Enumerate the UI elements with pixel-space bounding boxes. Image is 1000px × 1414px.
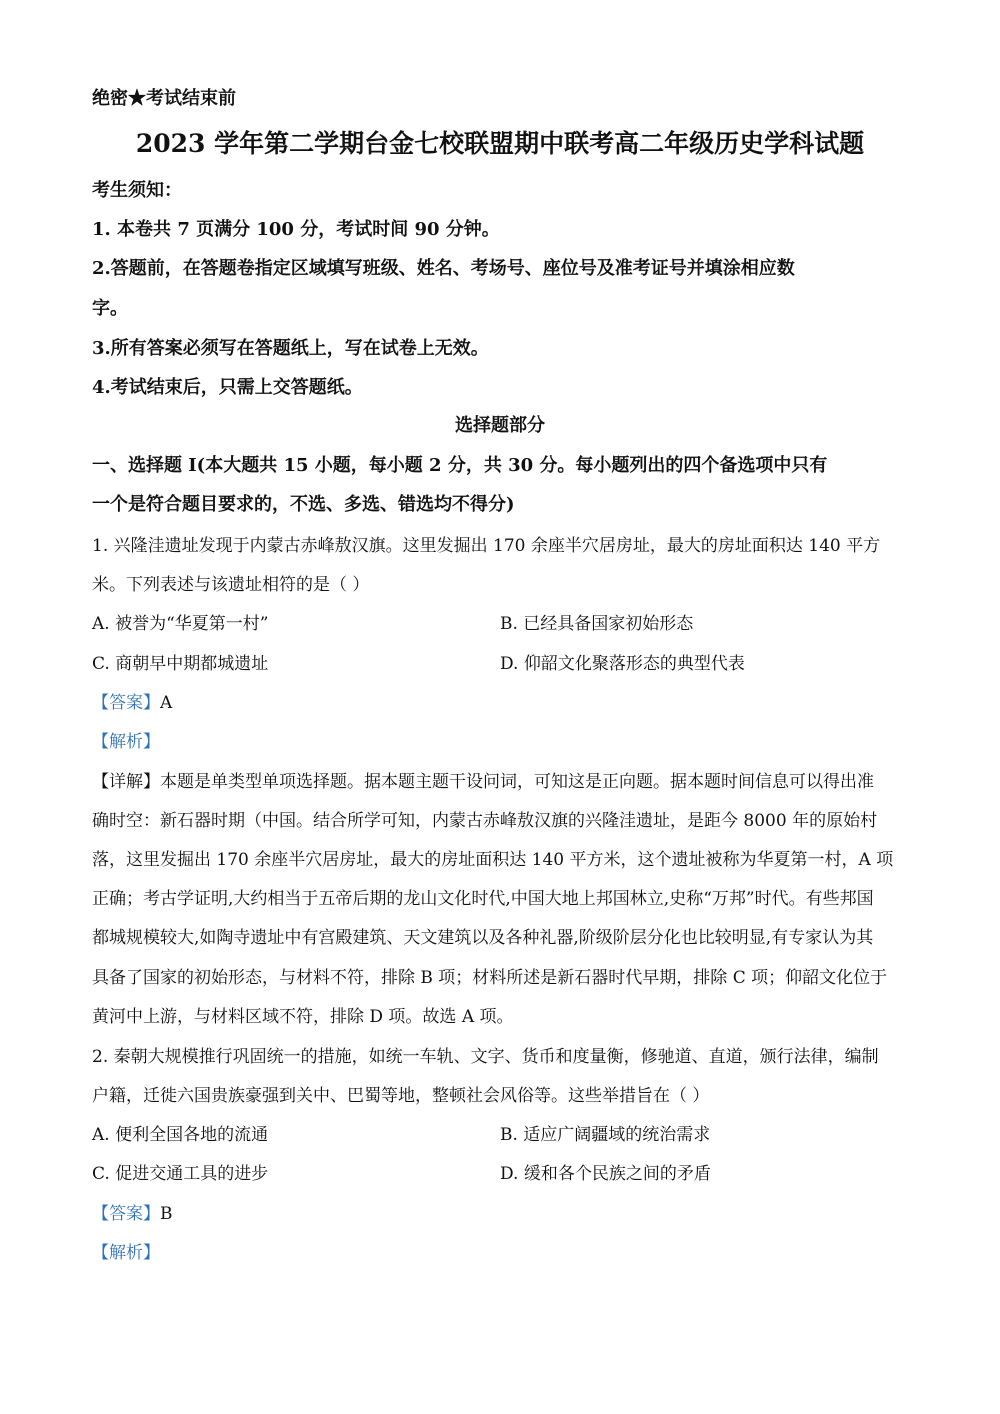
- answer-value: B: [160, 1204, 173, 1224]
- answer-tag: 【答案】: [92, 693, 160, 713]
- notice-item-2: 2.答题前，在答题卷指定区域填写班级、姓名、考场号、座位号及准考证号并填涂相应数: [92, 258, 795, 279]
- q2-option-b: B. 适应广阔疆域的统治需求: [500, 1125, 711, 1145]
- secret-label: 绝密★考试结束前: [92, 88, 236, 109]
- section-desc: 一、选择题 Ⅰ(本大题共 15 小题，每小题 2 分，共 30 分。每小题列出的四个备选项中只有: [92, 455, 828, 476]
- notice-item-2-cont: 字。: [92, 298, 128, 319]
- q1-detail-6: 具备了国家的初始形态，与材料不符，排除 B 项；材料所述是新石器时代早期，排除 C 项；仰韶文化位于: [92, 968, 888, 988]
- section-title: 选择题部分: [455, 415, 545, 436]
- answer-value: A: [160, 693, 173, 713]
- q1-detail-4: 正确；考古学证明,大约相当于五帝后期的龙山文化时代,中国大地上邦国林立,史称“万邦”时代。有些邦国: [92, 889, 874, 909]
- q2-option-a: A. 便利全国各地的流通: [92, 1125, 269, 1145]
- q1-option-c: C. 商朝早中期都城遗址: [92, 654, 269, 674]
- q1-option-b: B. 已经具备国家初始形态: [500, 614, 694, 634]
- q1-detail-3: 落，这里发掘出 170 余座半穴居房址，最大的房址面积达 140 平方米，这个遗址被称为华夏第一村，A 项: [92, 850, 894, 870]
- q1-detail-7: 黄河中上游，与材料区域不符，排除 D 项。故选 A 项。: [92, 1007, 514, 1027]
- q1-stem-cont: 米。下列表述与该遗址相符的是（ ）: [92, 575, 370, 595]
- q1-option-d: D. 仰韶文化聚落形态的典型代表: [500, 654, 745, 674]
- q1-detail-1: 【详解】本题是单类型单项选择题。据本题主题干设问词，可知这是正向题。据本题时间信息可以得出准: [92, 772, 874, 792]
- section-desc-cont: 一个是符合题目要求的，不选、多选、错选均不得分): [92, 494, 515, 515]
- q1-detail-5: 都城规模较大,如陶寺遗址中有宫殿建筑、天文建筑以及各种礼器,阶级阶层分化也比较明显,有专家认为其: [92, 928, 874, 948]
- q2-stem: 2. 秦朝大规模推行巩固统一的措施，如统一车轨、文字、货币和度量衡，修驰道、直道，颁行法律，编制: [92, 1047, 879, 1067]
- q2-option-c: C. 促进交通工具的进步: [92, 1164, 269, 1184]
- q1-stem: 1. 兴隆洼遗址发现于内蒙古赤峰敖汉旗。这里发掘出 170 余座半穴居房址，最大的房址面积达 140 平方: [92, 536, 881, 556]
- notice-heading: 考生须知：: [92, 180, 182, 201]
- page-title: 2023 学年第二学期台金七校联盟期中联考高二年级历史学科试题: [135, 129, 865, 158]
- answer-tag: 【答案】: [92, 1204, 160, 1224]
- q2-stem-cont: 户籍，迁徙六国贵族豪强到关中、巴蜀等地，整顿社会风俗等。这些举措旨在（ ）: [92, 1086, 710, 1106]
- q2-analysis-tag: 【解析】: [92, 1243, 160, 1263]
- q1-detail-2: 确时空：新石器时期（中国。结合所学可知，内蒙古赤峰敖汉旗的兴隆洼遗址，是距今 8000 年的原始村: [92, 811, 878, 831]
- notice-item-3: 3.所有答案必须写在答题纸上，写在试卷上无效。: [92, 338, 489, 359]
- q2-option-d: D. 缓和各个民族之间的矛盾: [500, 1164, 711, 1184]
- notice-item-1: 1. 本卷共 7 页满分 100 分，考试时间 90 分钟。: [92, 219, 500, 240]
- q2-answer: [92, 1199, 173, 1224]
- q1-option-a: A. 被誉为“华夏第一村”: [92, 614, 269, 634]
- notice-item-4: 4.考试结束后，只需上交答题纸。: [92, 377, 363, 398]
- q1-answer: [92, 688, 172, 713]
- q1-analysis-tag: 【解析】: [92, 732, 160, 752]
